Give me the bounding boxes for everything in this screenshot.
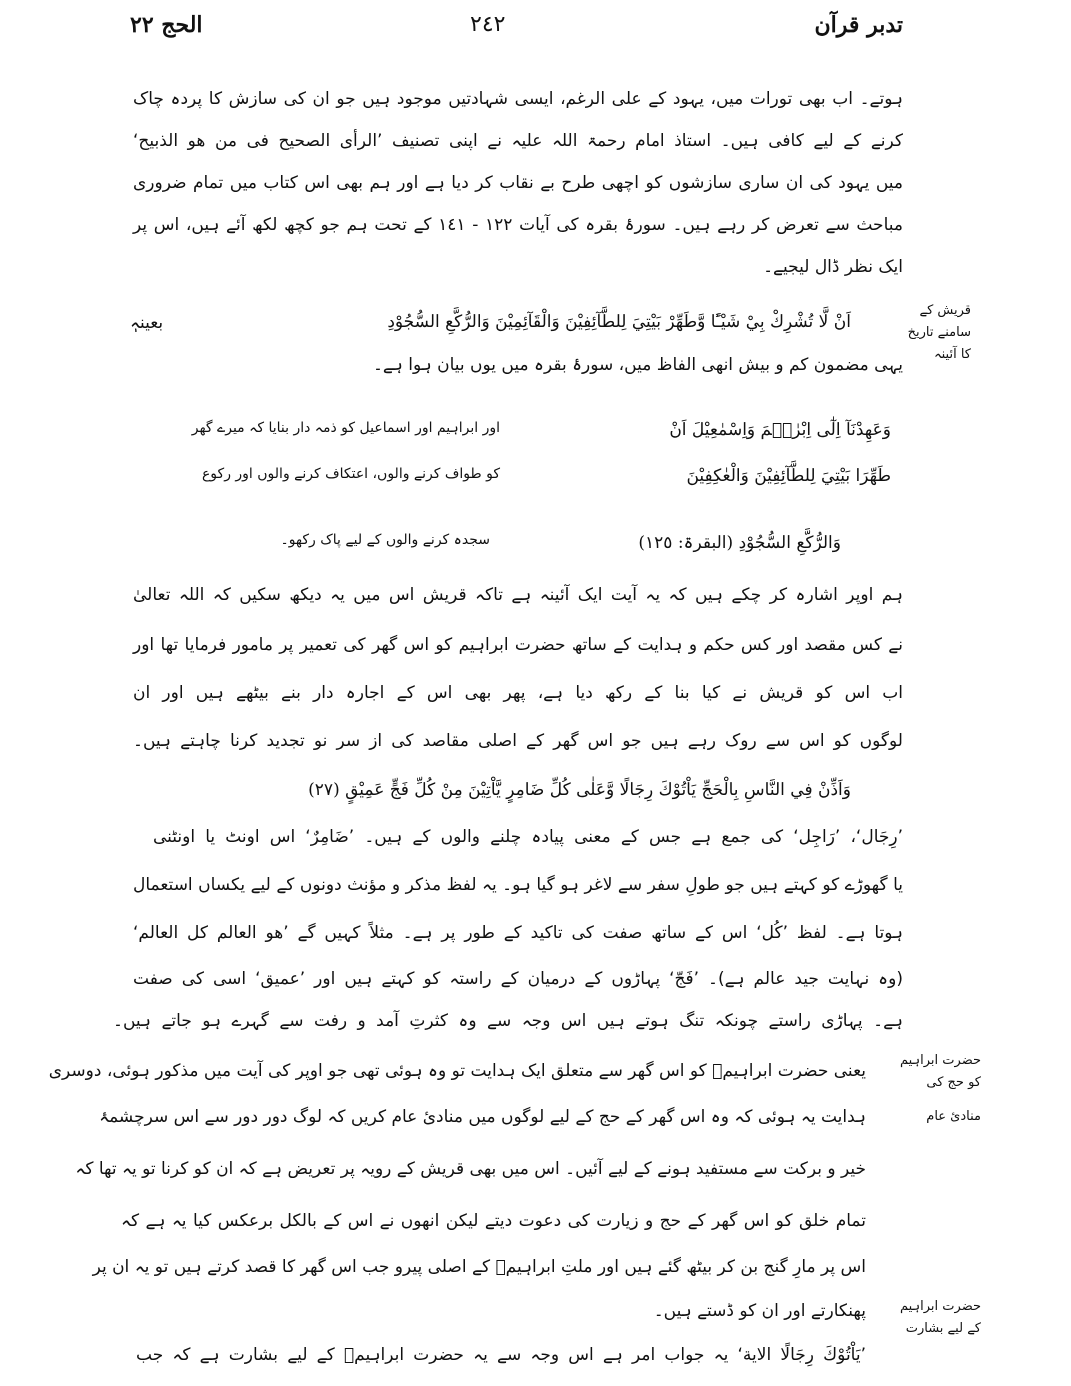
text-line: ہوتا ہے۔ لفظ ’کُل‘ اس کے ساتھ صفت کی تاکید کے طور پر ہے۔ مثلاً کہیں گے ’ھو العالم کل العالم‘ <box>133 923 903 943</box>
text-line: پھنکارتے اور ان کو ڈستے ہیں۔ <box>653 1301 866 1321</box>
side-note-line: سامنے تاریخ <box>907 325 971 340</box>
side-note-line: حضرت ابراہیم <box>899 1299 981 1314</box>
text-line: نے کس مقصد اور کس حکم و ہدایت کے ساتھ حضرت ابراہیم کو اس گھر کی تعمیر پر مامور فرمایا تھا اور <box>133 635 903 655</box>
quote-translation: کو طواف کرنے والوں، اعتکاف کرنے والوں اور رکوع <box>201 466 500 482</box>
side-note-ibrahim <box>886 1050 981 1128</box>
quote-translation: اور ابراہیم اور اسماعیل کو ذمہ دار بنایا کہ میرے گھر <box>191 420 500 436</box>
text-line: ’رِجَال‘، ’رَاجِل‘ کی جمع ہے جس کے معنی پیادہ چلنے والوں کے ہیں۔ ’ضَامِرٌ‘ اس اونٹ یا اونٹنی <box>153 827 903 847</box>
quran-verse: اَنْ لَّا تُشْرِكْ بِيْ شَيْـًٔا وَّطَهِّرْ بَيْتِيَ لِلطَّآئِفِيْنَ وَالْقَآئِمِيْنَ وَالرُّكَّعِ السُّجُوْدِ <box>387 312 851 332</box>
text-line: میں یہود کی ان ساری سازشوں کو اچھی طرح بے نقاب کر دیا ہے اور ہم بھی اس کتاب میں تمام ضروری <box>133 173 903 193</box>
text-line: ’يَاْتُوْكَ رِجَالًا الاية‘ یہ جواب امر ہے اس وجہ سے یہ حضرت ابراہیمؑ کے لیے بشارت ہے کہ جب <box>136 1345 866 1365</box>
side-note-quraysh <box>893 300 971 366</box>
text-line: ہے۔ پہاڑی راستے چونکہ تنگ ہوتے ہیں اس وجہ سے وہ کثرتِ آمد و رفت سے گہرے ہو جاتے ہیں۔ <box>113 1011 903 1031</box>
side-note-line: کو حج کی <box>926 1075 981 1090</box>
side-note-line: کا آئینہ <box>934 347 971 362</box>
text-suffix: بعینہٖ <box>130 313 164 333</box>
side-note-bashara <box>886 1296 981 1340</box>
text-line: ایک نظر ڈال لیجیے۔ <box>763 257 903 277</box>
text-line: خیر و برکت سے مستفید ہونے کے لیے آئیں۔ اس میں بھی قریش کے رویہ پر تعریض ہے کہ ان کو کرنا تو یہ تھا کہ <box>75 1159 866 1179</box>
text-line: یہی مضمون کم و بیش انھی الفاظ میں، سورۂ بقرہ میں یوں بیان ہوا ہے۔ <box>372 355 903 375</box>
text-line: ہدایت یہ ہوئی کہ وہ اس گھر کے حج کے لیے لوگوں میں منادیٔ عام کریں کہ لوگ دور دور سے اس سرچشمۂ <box>99 1107 866 1127</box>
text-line: اس پر مارِ گنج بن کر بیٹھ گئے ہیں اور ملتِ ابراہیمؑ کے اصلی پیرو جب اس گھر کا قصد کرتے ہیں تو یہ ان پر <box>92 1257 866 1277</box>
side-note-line: کے لیے بشارت <box>905 1321 981 1336</box>
text-line: (وہ نہایت جید عالم ہے)۔ ’فَجّ‘ پہاڑوں کے درمیان کے راستہ کو کہتے ہیں اور ’عمیق‘ اسی کی صفت <box>133 969 903 989</box>
quote-arabic: طَهِّرَا بَيْتِيَ لِلطَّآئِفِيْنَ وَالْعٰكِفِيْنَ <box>686 466 891 486</box>
text-line: ہوتے۔ اب بھی تورات میں، یہود کے علی الرغم، ایسی شہادتیں موجود ہیں جو ان کی سازش کا پردہ چاک <box>133 89 903 109</box>
side-note-line: قریش کے <box>919 303 971 318</box>
quote-arabic: وَعَهِدْنَآ اِلٰٓى اِبْرٰهٖمَ وَاِسْمٰعِيْلَ اَنْ <box>669 420 891 440</box>
side-note-line: منادیٔ عام <box>926 1109 981 1124</box>
text-line: اب اس کو قریش نے کیا بنا کے رکھ دیا ہے، پھر بھی اس کے اجارہ دار بنے بیٹھے ہیں اور ان <box>133 683 903 703</box>
book-title: تدبر قرآن <box>814 12 903 38</box>
text-line: مباحث سے تعرض کر رہے ہیں۔ سورۂ بقرہ کی آیات ١٢٢ - ١٤١ کے تحت ہم جو کچھ لکھ آئے ہیں، اس پر <box>133 215 903 235</box>
quote-arabic: وَالرُّكَّعِ السُّجُوْدِ (البقرۃ: ١٢٥) <box>638 533 841 553</box>
text-line: لوگوں کو اس سے روک رہے ہیں جو اس گھر کے اصلی مقاصد کی از سر نو تجدید کرنا چاہتے ہیں۔ <box>133 731 903 751</box>
quran-verse: وَاَذِّنْ فِي النَّاسِ بِالْحَجِّ يَاْتُوْكَ رِجَالًا وَّعَلٰى كُلِّ ضَامِرٍ يَّاْتِيْنَ مِنْ كُلِّ فَجٍّ عَمِيْقٍ (٢٧) <box>308 780 851 800</box>
text-line: کرنے کے لیے کافی ہیں۔ استاذ امام رحمۃ اللہ علیہ نے اپنی تصنیف ’الرأی الصحیح فی من ھو الذبیح‘ <box>133 131 903 151</box>
text-line: ہم اوپر اشارہ کر چکے ہیں کہ یہ آیت ایک آئینہ ہے تاکہ قریش اس میں یہ دیکھ سکیں کہ اللہ تعالیٰ <box>133 585 903 605</box>
text-line: تمام خلق کو اس گھر کے حج و زیارت کی دعوت دیتے لیکن انھوں نے اس کے بالکل برعکس کیا یہ ہے کہ <box>121 1211 866 1231</box>
side-note-line: حضرت ابراہیم <box>899 1053 981 1068</box>
page-number: ٢٤٢ <box>470 12 506 37</box>
text-line: یعنی حضرت ابراہیمؑ کو اس گھر سے متعلق ایک ہدایت تو وہ ہوئی تھی جو اوپر کی آیت میں مذکور ہوئی، دوسری <box>48 1061 866 1081</box>
chapter-heading: الحج ٢٢ <box>130 12 203 38</box>
quote-translation: سجدہ کرنے والوں کے لیے پاک رکھو۔ <box>280 532 490 548</box>
text-line: یا گھوڑے کو کہتے ہیں جو طولِ سفر سے لاغر ہو گیا ہو۔ یہ لفظ مذکر و مؤنث دونوں کے لیے یکساں استعمال <box>133 875 903 895</box>
